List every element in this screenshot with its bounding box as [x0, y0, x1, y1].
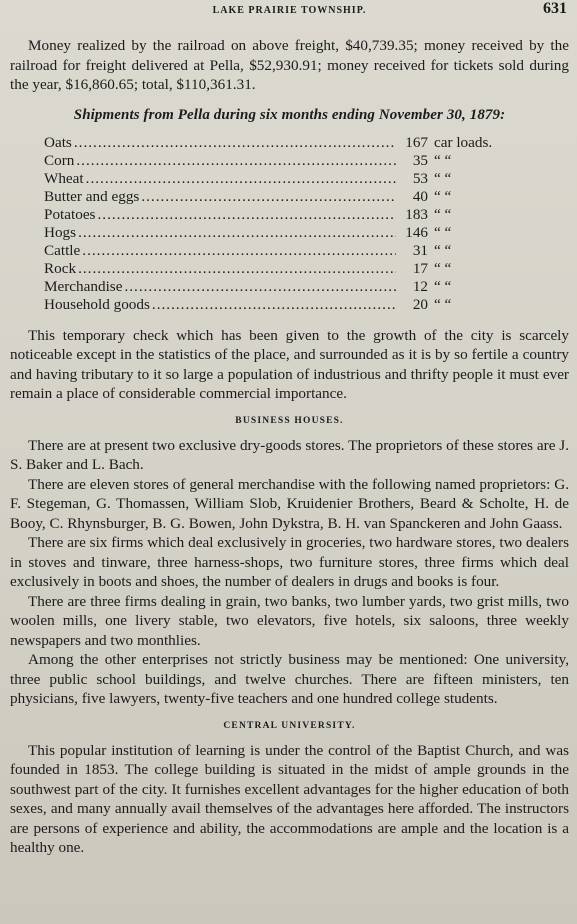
shipment-item: Wheat	[44, 169, 84, 187]
dot-leader	[74, 134, 396, 152]
dot-leader	[141, 188, 396, 206]
shipment-quantity: 20	[412, 295, 428, 313]
shipment-item: Hogs	[44, 223, 77, 241]
shipment-row	[44, 296, 544, 314]
shipment-item: Rock	[44, 259, 77, 277]
shipment-unit: “ “	[434, 277, 452, 295]
central-university-heading: CENTRAL UNIVERSITY.	[223, 720, 356, 731]
shipment-item: Potatoes	[44, 205, 96, 223]
business-paragraph: There are eleven stores of general merchandise with the following named proprietors: G. F. Stegeman, G. Thomassen, William Slob, Kruidenier Brothers, Beard & Scholte, H. de Booy, C. Rhynsburger, B. G. Bowen, John Dykstra, B. H. van Spanckeren and John Gaass.	[10, 475, 569, 532]
dot-leader	[82, 242, 396, 260]
dot-leader	[78, 260, 396, 278]
shipment-quantity: 53	[412, 169, 428, 187]
shipment-quantity: 17	[412, 259, 428, 277]
shipment-row	[44, 170, 544, 188]
shipment-row	[44, 260, 544, 278]
business-paragraph: There are at present two exclusive dry-goods stores. The proprietors of these stores are J. S. Baker and L. Bach.	[10, 436, 569, 473]
shipment-unit: “ “	[434, 259, 452, 277]
shipment-item: Merchandise	[44, 277, 123, 295]
shipment-row	[44, 206, 544, 224]
page-header	[10, 0, 569, 22]
shipment-row	[44, 152, 544, 170]
shipment-unit: “ “	[434, 295, 452, 313]
shipment-row	[44, 134, 544, 152]
business-paragraph: There are six firms which deal exclusively in groceries, two hardware stores, two dealers in stoves and tinware, three harness-shops, two furniture stores, three firms which deal exclusively in boots and shoes, the number of dealers in drugs and books is four.	[10, 534, 569, 590]
shipment-item: Household goods	[44, 295, 150, 313]
shipment-quantity: 167	[405, 133, 428, 151]
shipment-unit: “ “	[434, 169, 452, 187]
shipment-item: Cattle	[44, 241, 81, 259]
shipment-row	[44, 188, 544, 206]
shipment-unit: “ “	[434, 151, 452, 169]
dot-leader	[124, 278, 396, 296]
shipment-item: Butter and eggs	[44, 187, 140, 205]
dot-leader	[152, 296, 396, 314]
dot-leader	[78, 224, 396, 242]
shipment-unit: “ “	[434, 241, 452, 259]
business-paragraph: Among the other enterprises not strictly business may be mentioned: One university, three public school buildings, and twelve churches. There are fifteen ministers, ten physicians, five lawyers, twenty-five teachers and one hundred college students.	[10, 651, 569, 707]
dot-leader	[86, 170, 396, 188]
business-paragraph: There are three firms dealing in grain, two banks, two lumber yards, two grist mills, two woolen mills, one livery stable, two elevators, five hotels, six saloons, three weekly newspapers and two monthlies.	[10, 592, 569, 649]
shipment-unit: “ “	[434, 205, 452, 223]
dot-leader	[97, 206, 396, 224]
shipment-item: Corn	[44, 151, 75, 169]
shipment-quantity: 12	[412, 277, 428, 295]
shipment-quantity: 40	[412, 187, 428, 205]
page-number: 631	[543, 0, 567, 17]
shipments-table	[44, 134, 544, 314]
running-title: LAKE PRAIRIE TOWNSHIP.	[212, 5, 367, 16]
check-paragraph: This temporary check which has been given to the growth of the city is scarcely noticeable except in the statistics of the place, and surrounded as it is by so fertile a country and having tributary to it so large a population of industrious and thrifty people it must ever remain a place of considerable commercial importance.	[10, 326, 569, 402]
shipment-row	[44, 242, 544, 260]
shipments-heading: Shipments from Pella during six months ending November 30, 1879:	[73, 106, 506, 123]
university-paragraph: This popular institution of learning is under the control of the Baptist Church, and was founded in 1853. The college building is situated in the midst of ample grounds in the southwest part of the city. It furnishes excellent advantages for the higher education of both sexes, and many annually avail themselves of the advantages here afforded. The instructors are persons of experience and ability, the accommodations are ample and the location is a healthy one.	[10, 741, 569, 856]
shipment-unit: “ “	[434, 223, 452, 241]
shipment-unit: car loads.	[434, 133, 493, 151]
shipment-quantity: 31	[412, 241, 428, 259]
dot-leader	[76, 152, 396, 170]
shipment-quantity: 35	[412, 151, 428, 169]
shipment-unit: “ “	[434, 187, 452, 205]
intro-paragraph: Money realized by the railroad on above freight, $40,739.35; money received by the railroad for freight delivered at Pella, $52,930.91; money received for tickets sold during the year, $16,860.65; total, $110,361.31.	[10, 37, 569, 93]
shipment-quantity: 183	[405, 205, 428, 223]
shipment-row	[44, 278, 544, 296]
shipment-item: Oats	[44, 133, 72, 151]
shipment-quantity: 146	[405, 223, 428, 241]
shipment-row	[44, 224, 544, 242]
business-houses-heading: BUSINESS HOUSES.	[235, 415, 344, 426]
